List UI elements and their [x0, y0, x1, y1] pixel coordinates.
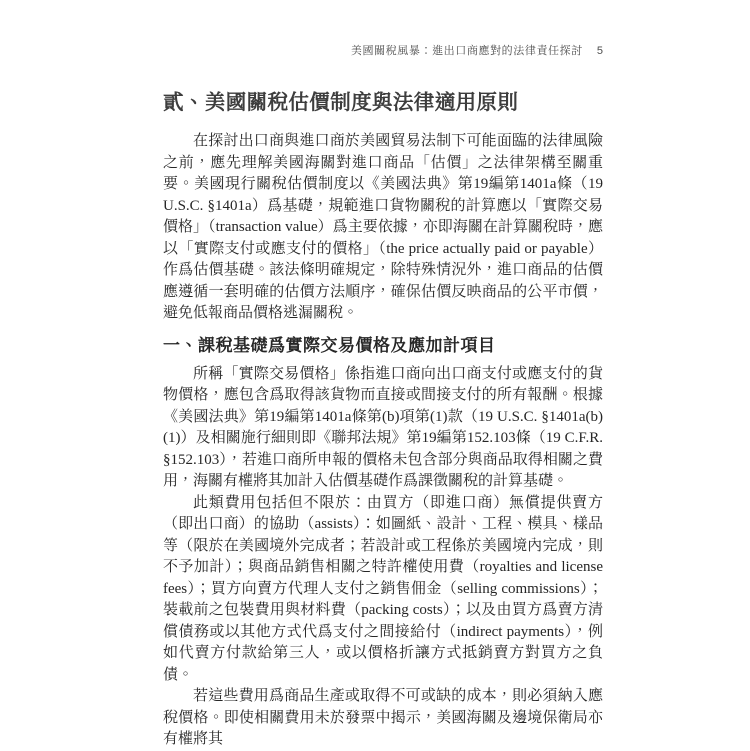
intro-paragraph: 在探討出口商與進口商於美國貿易法制下可能面臨的法律風險之前，應先理解美國海關對進口商品「估價」之法律架構至關重要。美國現行關稅估價制度以《美國法典》第19編第1401a條（19 U.S.C. §1401a）爲基礎，規範進口貨物關稅的計算應以「實際交易價格」（transaction value）爲主要依據，亦即海關在計算關稅時，應以「實際支付或應支付的價格」（the price actually paid or payable）作爲估價基礎。該法條明確規定，除特殊情況外，進口商品的估價應遵循一套明確的估價方法順序，確保估價反映商品的公平市價，避免低報商品價格逃漏關稅。 — [163, 133, 603, 321]
chapter-title: 貳、美國關稅估價制度與法律適用原則 — [163, 91, 519, 114]
section-heading: 一、課稅基礎爲實際交易價格及應加計項目 — [163, 335, 496, 355]
body-paragraph: 若這些費用爲商品生產或取得不可或缺的成本，則必須納入應稅價格。即使相關費用未於發票中揭示，美國海關及邊境保衛局亦有權將其 — [163, 688, 603, 747]
body-paragraph: 所稱「實際交易價格」係指進口商向出口商支付或應支付的貨物價格，應包含爲取得該貨物而直接或間接支付的所有報酬。根據《美國法典》第19編第1401a條第(b)項第(1)款（19 U.S.C. §1401a(b)(1)）及相關施行細則即《聯邦法規》第19編第152.103條（19 C.F.R. §152.103），若進口商所申報的價格未包含部分與商品取得相關之費用，海關有權將其加計入估價基礎作爲課徵關稅的計算基礎。 — [163, 365, 603, 489]
page-number: 5 — [596, 45, 603, 57]
running-title: 美國關稅風暴：進出口商應對的法律責任探討 — [350, 45, 583, 57]
running-header — [163, 45, 603, 58]
body-paragraph: 此類費用包括但不限於：由買方（即進口商）無償提供賣方（即出口商）的協助（assists）：如圖紙、設計、工程、模具、樣品等（限於在美國境外完成者；若設計或工程係於美國境內完成，則不予加計）；與商品銷售相關之特許權使用費（royalties and license fees）；買方向賣方代理人支付之銷售佣金（selling commissions）；裝載前之包裝費用與材料費（packing costs）；以及由買方爲賣方清償債務或以其他方式代爲支付之間接給付（indirect payments），例如代賣方付款給第三人，或以價格折讓方式抵銷賣方對買方之負債。 — [163, 494, 603, 683]
